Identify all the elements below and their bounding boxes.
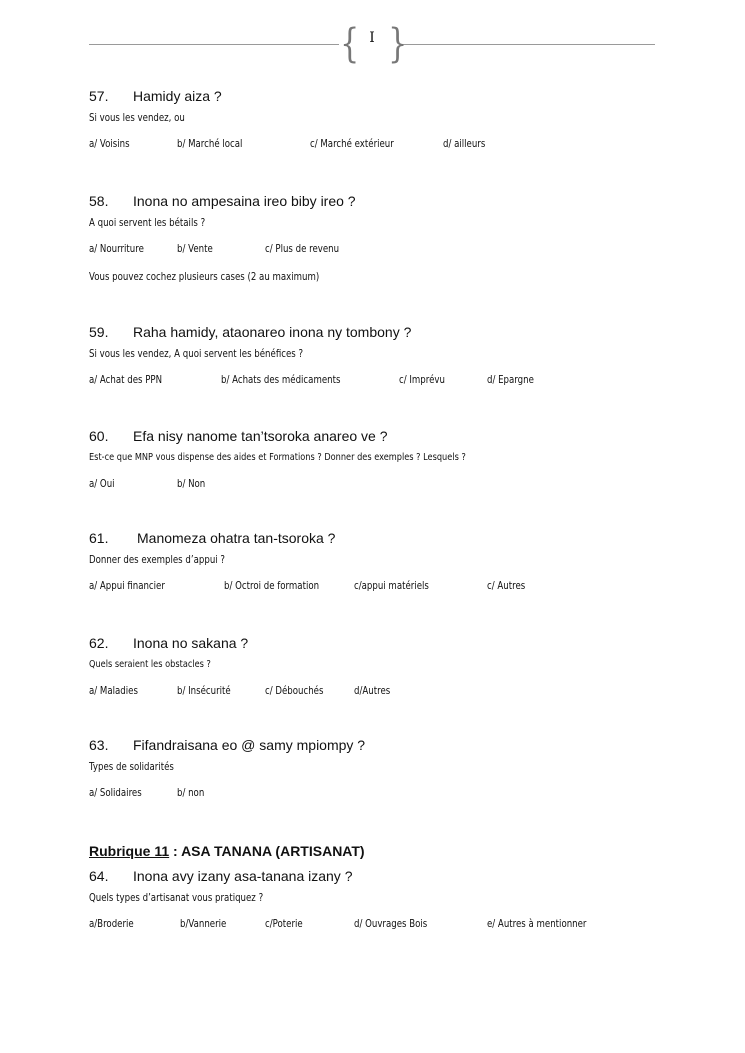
answer-options <box>89 477 689 493</box>
header-right-bracket-icon: } <box>388 21 408 67</box>
option-d[interactable]: c/ Autres <box>487 580 526 592</box>
option-b[interactable]: b/Vannerie <box>180 918 227 930</box>
option-a[interactable]: a/ Nourriture <box>89 243 144 255</box>
section-heading <box>89 843 365 859</box>
option-c[interactable]: c/ Plus de revenu <box>265 243 340 255</box>
option-a[interactable]: a/ Achat des PPN <box>89 374 163 386</box>
option-a[interactable]: a/ Oui <box>89 478 115 490</box>
question-malagasy: Inona no sakana ? <box>133 635 249 651</box>
question-58 <box>89 192 689 284</box>
question-number: 58. <box>89 193 109 209</box>
question-64 <box>89 867 689 933</box>
question-60 <box>89 427 689 493</box>
option-a[interactable]: a/Broderie <box>89 918 134 930</box>
section-separator: : <box>169 843 182 859</box>
option-c[interactable]: c/Poterie <box>265 918 303 930</box>
question-malagasy: Efa nisy nanome tan’tsoroka anareo ve ? <box>133 428 388 444</box>
question-number: 61. <box>89 530 109 546</box>
option-b[interactable]: b/ Non <box>177 478 206 490</box>
option-b[interactable]: b/ Vente <box>177 243 213 255</box>
question-57 <box>89 87 689 153</box>
option-b[interactable]: b/ Octroi de formation <box>224 580 320 592</box>
page-number: I <box>369 30 375 46</box>
question-malagasy: Inona avy izany asa-tanana izany ? <box>133 868 353 884</box>
section-title: ASA TANANA (ARTISANAT) <box>181 843 365 859</box>
question-63 <box>89 736 689 802</box>
option-c[interactable]: c/appui matériels <box>354 580 429 592</box>
question-note: Vous pouvez cochez plusieurs cases (2 au maximum) <box>89 271 320 283</box>
option-b[interactable]: b/ Insécurité <box>177 685 231 697</box>
option-a[interactable]: a/ Appui financier <box>89 580 165 592</box>
answer-options <box>89 373 689 389</box>
header-rule-right <box>403 44 655 45</box>
option-d[interactable]: d/ Epargne <box>487 374 534 386</box>
question-french: Est-ce que MNP vous dispense des aides et Formations ? Donner des exemples ? Lesquels ? <box>89 452 466 463</box>
question-61 <box>89 529 689 595</box>
answer-options <box>89 684 689 700</box>
question-heading <box>89 529 689 547</box>
option-a[interactable]: a/ Solidaires <box>89 787 142 799</box>
question-heading <box>89 323 689 341</box>
option-c[interactable]: c/ Marché extérieur <box>310 138 394 150</box>
option-e[interactable]: e/ Autres à mentionner <box>487 918 587 930</box>
question-heading <box>89 192 689 210</box>
question-62 <box>89 634 689 700</box>
question-malagasy: Raha hamidy, ataonareo inona ny tombony ? <box>133 324 412 340</box>
header-rule-left <box>89 44 339 45</box>
question-number: 64. <box>89 868 109 884</box>
section-label: Rubrique 11 <box>89 843 170 859</box>
question-number: 62. <box>89 635 109 651</box>
option-b[interactable]: b/ Marché local <box>177 138 243 150</box>
header-left-bracket-icon: { <box>340 21 360 67</box>
answer-options <box>89 579 689 595</box>
answer-options <box>89 242 689 258</box>
option-b[interactable]: b/ Achats des médicaments <box>221 374 341 386</box>
option-c[interactable]: c/ Imprévu <box>399 374 445 386</box>
question-heading <box>89 634 689 652</box>
question-malagasy: Fifandraisana eo @ samy mpiompy ? <box>133 737 366 753</box>
question-french: Donner des exemples d’appui ? <box>89 554 225 566</box>
option-d[interactable]: d/Autres <box>354 685 391 697</box>
question-french: Si vous les vendez, A quoi servent les bénéfices ? <box>89 348 304 360</box>
question-heading <box>89 867 689 885</box>
question-malagasy: Manomeza ohatra tan-tsoroka ? <box>137 530 336 546</box>
answer-options <box>89 137 689 153</box>
question-french: Quels types d’artisanat vous pratiquez ? <box>89 892 264 904</box>
question-number: 60. <box>89 428 109 444</box>
question-malagasy: Inona no ampesaina ireo biby ireo ? <box>133 193 356 209</box>
answer-options <box>89 917 689 933</box>
question-59 <box>89 323 689 389</box>
question-heading <box>89 736 689 754</box>
question-french: Quels seraient les obstacles ? <box>89 659 211 670</box>
question-number: 59. <box>89 324 109 340</box>
option-c[interactable]: c/ Débouchés <box>265 685 324 697</box>
question-french: A quoi servent les bétails ? <box>89 217 206 229</box>
option-a[interactable]: a/ Maladies <box>89 685 138 697</box>
question-number: 57. <box>89 88 109 104</box>
answer-options <box>89 786 689 802</box>
question-french: Types de solidarités <box>89 761 174 773</box>
question-malagasy: Hamidy aiza ? <box>133 88 222 104</box>
option-a[interactable]: a/ Voisins <box>89 138 130 150</box>
question-heading <box>89 87 689 105</box>
question-french: Si vous les vendez, ou <box>89 112 185 124</box>
option-d[interactable]: d/ Ouvrages Bois <box>354 918 428 930</box>
question-number: 63. <box>89 737 109 753</box>
option-d[interactable]: d/ ailleurs <box>443 138 486 150</box>
question-heading <box>89 427 689 445</box>
option-b[interactable]: b/ non <box>177 787 205 799</box>
